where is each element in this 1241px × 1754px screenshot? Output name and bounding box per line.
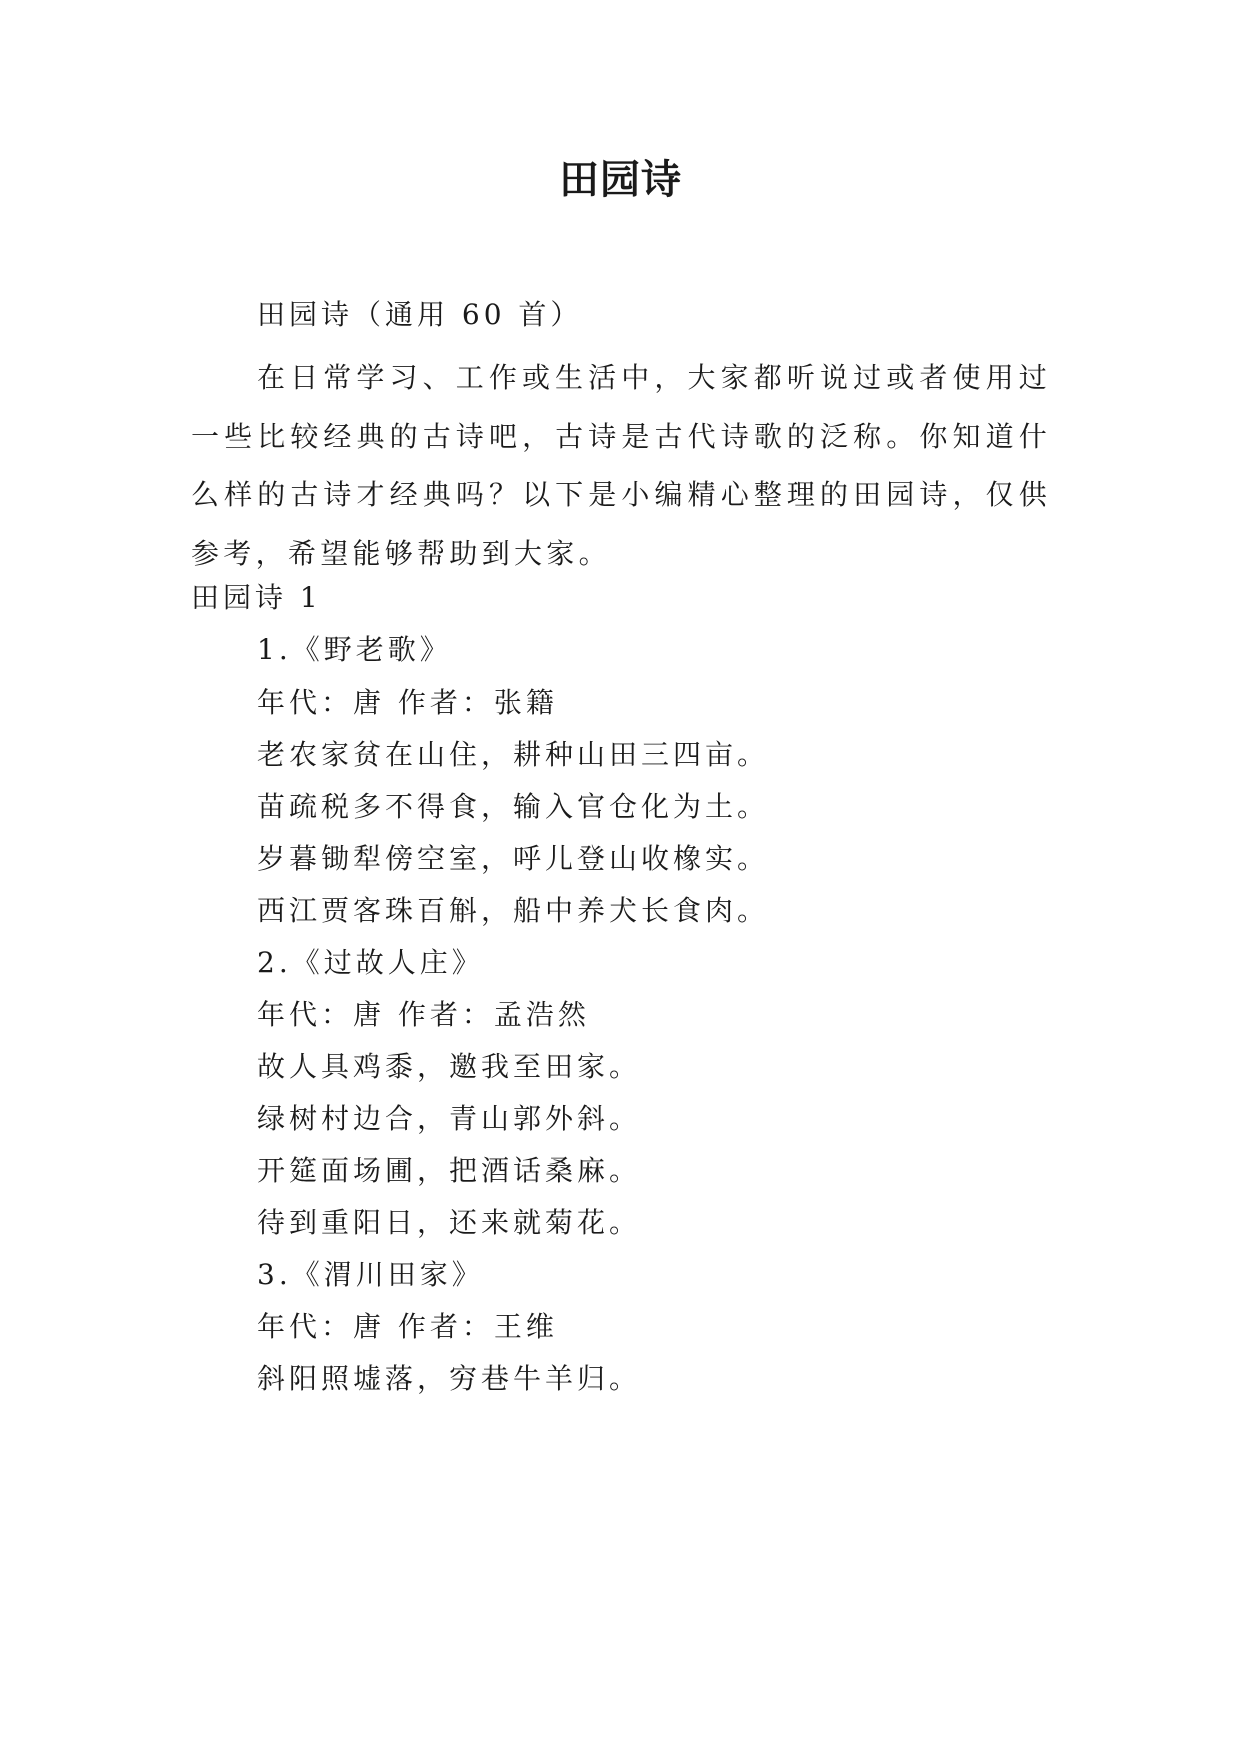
poem-meta: 年代：唐 作者：王维 <box>257 1310 558 1343</box>
poem-line: 老农家贫在山住，耕种山田三四亩。 <box>257 738 770 771</box>
poem-line: 岁暮锄犁傍空室，呼儿登山收橡实。 <box>257 842 770 875</box>
document-subtitle: 田园诗（通用 60 首） <box>257 298 583 331</box>
poem-line: 待到重阳日，还来就菊花。 <box>257 1206 642 1239</box>
poem-heading: 1.《野老歌》 <box>257 633 452 666</box>
poem-line: 苗疏税多不得食，输入官仓化为土。 <box>257 790 770 823</box>
intro-paragraph: 在日常学习、工作或生活中，大家都听说过或者使用过一些比较经典的古诗吧，古诗是古代诗歌的泛称。你知道什么样的古诗才经典吗？以下是小编精心整理的田园诗，仅供参考，希望能够帮助到大家。 <box>191 361 1051 570</box>
poem-line: 西江贾客珠百斛，船中养犬长食肉。 <box>257 894 770 927</box>
section-heading: 田园诗 1 <box>191 581 322 614</box>
poem-line: 绿树村边合，青山郭外斜。 <box>257 1102 642 1135</box>
poem-line: 开筵面场圃，把酒话桑麻。 <box>257 1154 642 1187</box>
poem-heading: 3.《渭川田家》 <box>257 1258 484 1291</box>
document-title: 田园诗 <box>559 157 682 203</box>
poem-heading: 2.《过故人庄》 <box>257 946 484 979</box>
poem-meta: 年代：唐 作者：张籍 <box>257 686 558 719</box>
poem-meta: 年代：唐 作者：孟浩然 <box>257 998 590 1031</box>
poem-line: 故人具鸡黍，邀我至田家。 <box>257 1050 642 1083</box>
poem-line: 斜阳照墟落，穷巷牛羊归。 <box>257 1362 642 1395</box>
